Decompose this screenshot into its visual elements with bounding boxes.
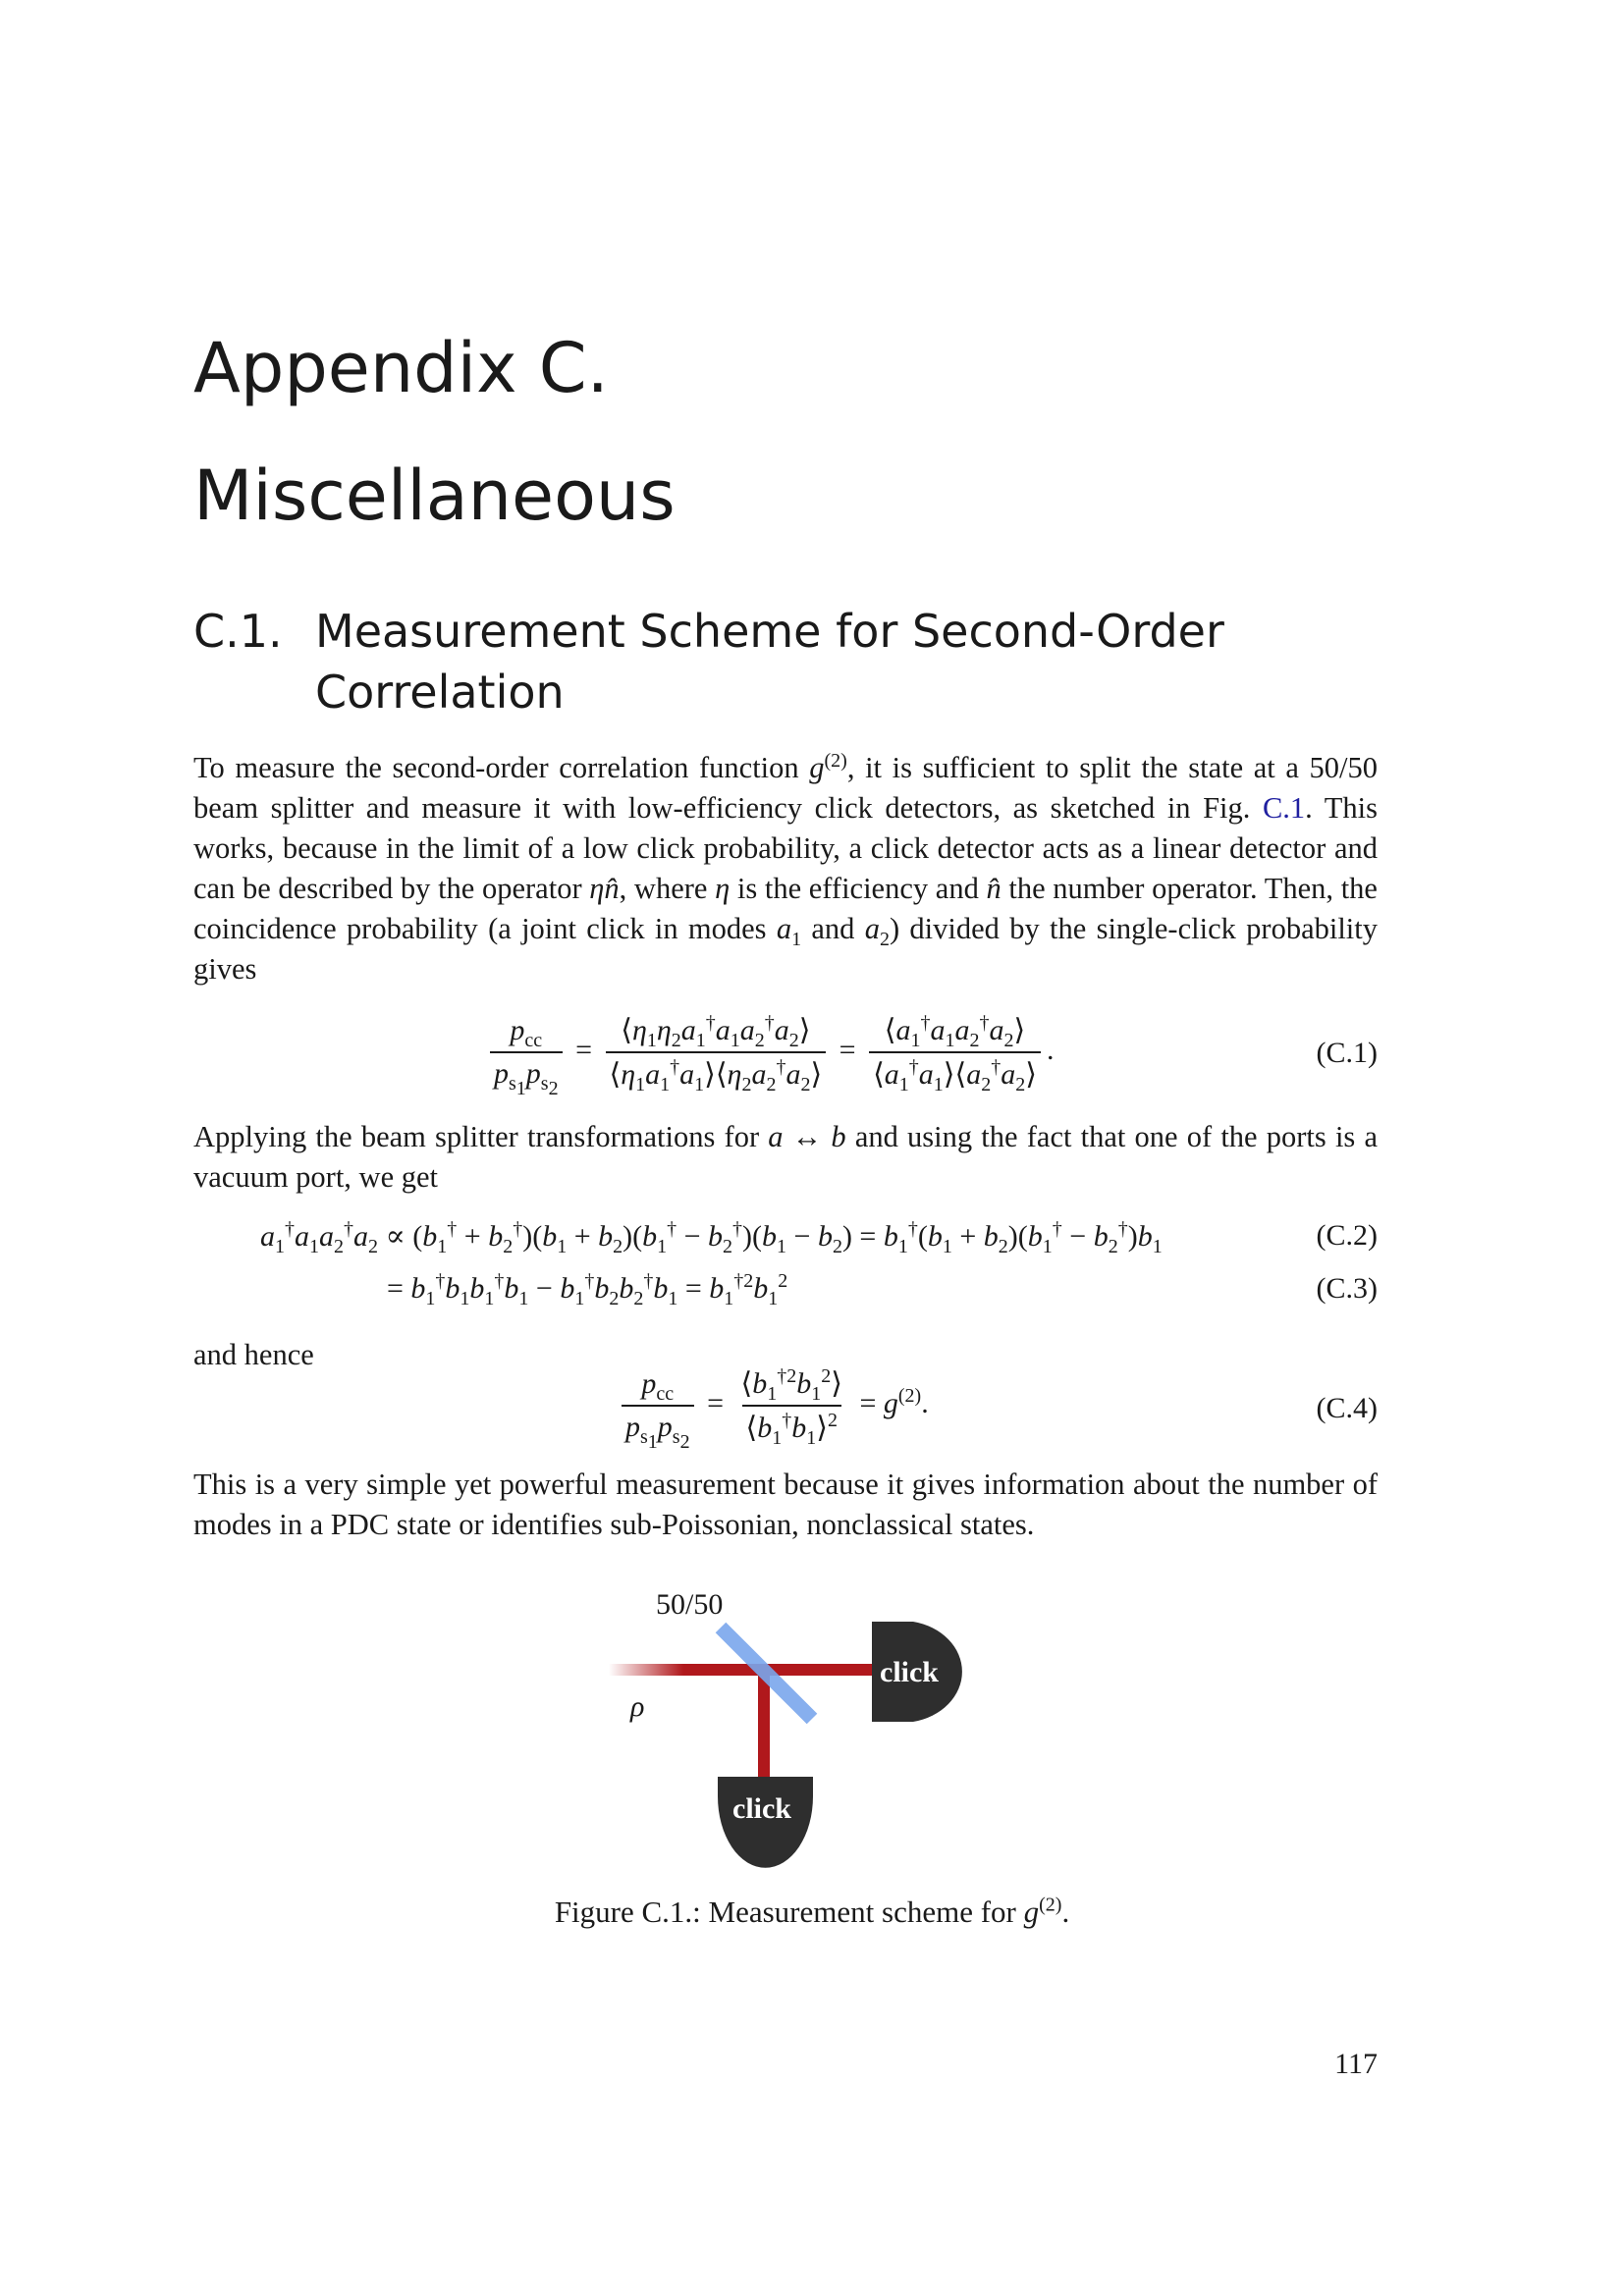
splitter-label: 50/50 [656, 1588, 724, 1621]
equation-c2: $a_1^\dagger a_1a_2^\dagger a_2 \propto (b_1^\dagger + b_2^\dagger)(b_1 + b_2)(b_1^\dagger - b_2^\dagger)(b_1 - b_2) = b_1^\dagger(b_1 + b_2)(b_1^\dagger - b_2^\dagger)b_1$ (C.2) [260, 1218, 1378, 1257]
equation-number: (C.2) [1316, 1219, 1378, 1252]
section-title: Measurement Scheme for Second-Order Correlation [315, 605, 1224, 719]
equation-c4: $\frac{p_{cc}}{p_{s_1}p_{s_2}}$ = $\frac{⟨b_1^{\dagger 2}b_1^2⟩}{⟨b_1^\dagger b_1⟩^2}$ = $g^{(2)}$. (C.4) [193, 1366, 1378, 1459]
figure-reference-link[interactable]: C.1 [1262, 791, 1306, 825]
chapter-label: Appendix C. [193, 328, 609, 408]
detector-right-label: click [880, 1656, 939, 1688]
figure-caption: Figure C.1.: Measurement scheme for $g^{(2)}$. [554, 1894, 1070, 1929]
input-state-label: ρ [630, 1690, 645, 1723]
section-heading [193, 601, 1411, 722]
page-number: 117 [1334, 2048, 1378, 2080]
equation-number: (C.3) [1316, 1272, 1378, 1305]
equation-number: (C.1) [1316, 1037, 1378, 1069]
paragraph-transform: Applying the beam splitter transformations for a ↔ b and using the fact that one of the ports is a vacuum port, we get [193, 1120, 1379, 1194]
reflected-beam [758, 1670, 770, 1788]
paragraph-conclusion: This is a very simple yet powerful measurement because it gives information about the number of modes in a PDC state or identifies sub-Poissonian, nonclassical states. [193, 1468, 1378, 1541]
section-number: C.1. [193, 605, 283, 658]
paragraph-intro: To measure the second-order correlation function $g^{(2)}$, it is sufficient to split the state at a 50/50 beam splitter and measure it with low-efficiency click detectors, as sketched in Fig. C.1. This works, because in the limit of a low click probability, a click detector acts as a linear detector and can be described by the operator ηn̂, where η is the efficiency and n̂ the number operator. Then, the coincidence probability (a joint click in modes $a_1$ and $a_2$) divided by the single-click probability gives [193, 749, 1378, 986]
paragraph-hence: and hence [193, 1338, 314, 1371]
equation-c3: = $b_1^\dagger b_1b_1^\dagger b_1 - b_1^\dagger b_2b_2^\dagger b_1 = b_1^{\dagger 2}b_1^2$ (C.3) [387, 1270, 1378, 1309]
chapter-title: Miscellaneous [193, 455, 676, 536]
measurement-scheme-figure [589, 1571, 1041, 1875]
equation-number: (C.4) [1316, 1392, 1378, 1424]
equation-c1: $\frac{p_{cc}}{p_{s_1}p_{s_2}}$ = $\frac{⟨\eta_1\eta_2a_1^\dagger a_1a_2^\dagger a_2⟩}{⟨\eta_1a_1^\dagger a_1⟩⟨\eta_2a_2^\dagger a_2⟩}$ = $\frac{⟨a_1^\dagger a_1a_2^\dagger a_2⟩}{⟨a_1^\dagger a_1⟩⟨a_2^\dagger a_2⟩}$ . (C.1) [193, 1013, 1378, 1101]
detector-bottom-label: click [732, 1792, 791, 1825]
